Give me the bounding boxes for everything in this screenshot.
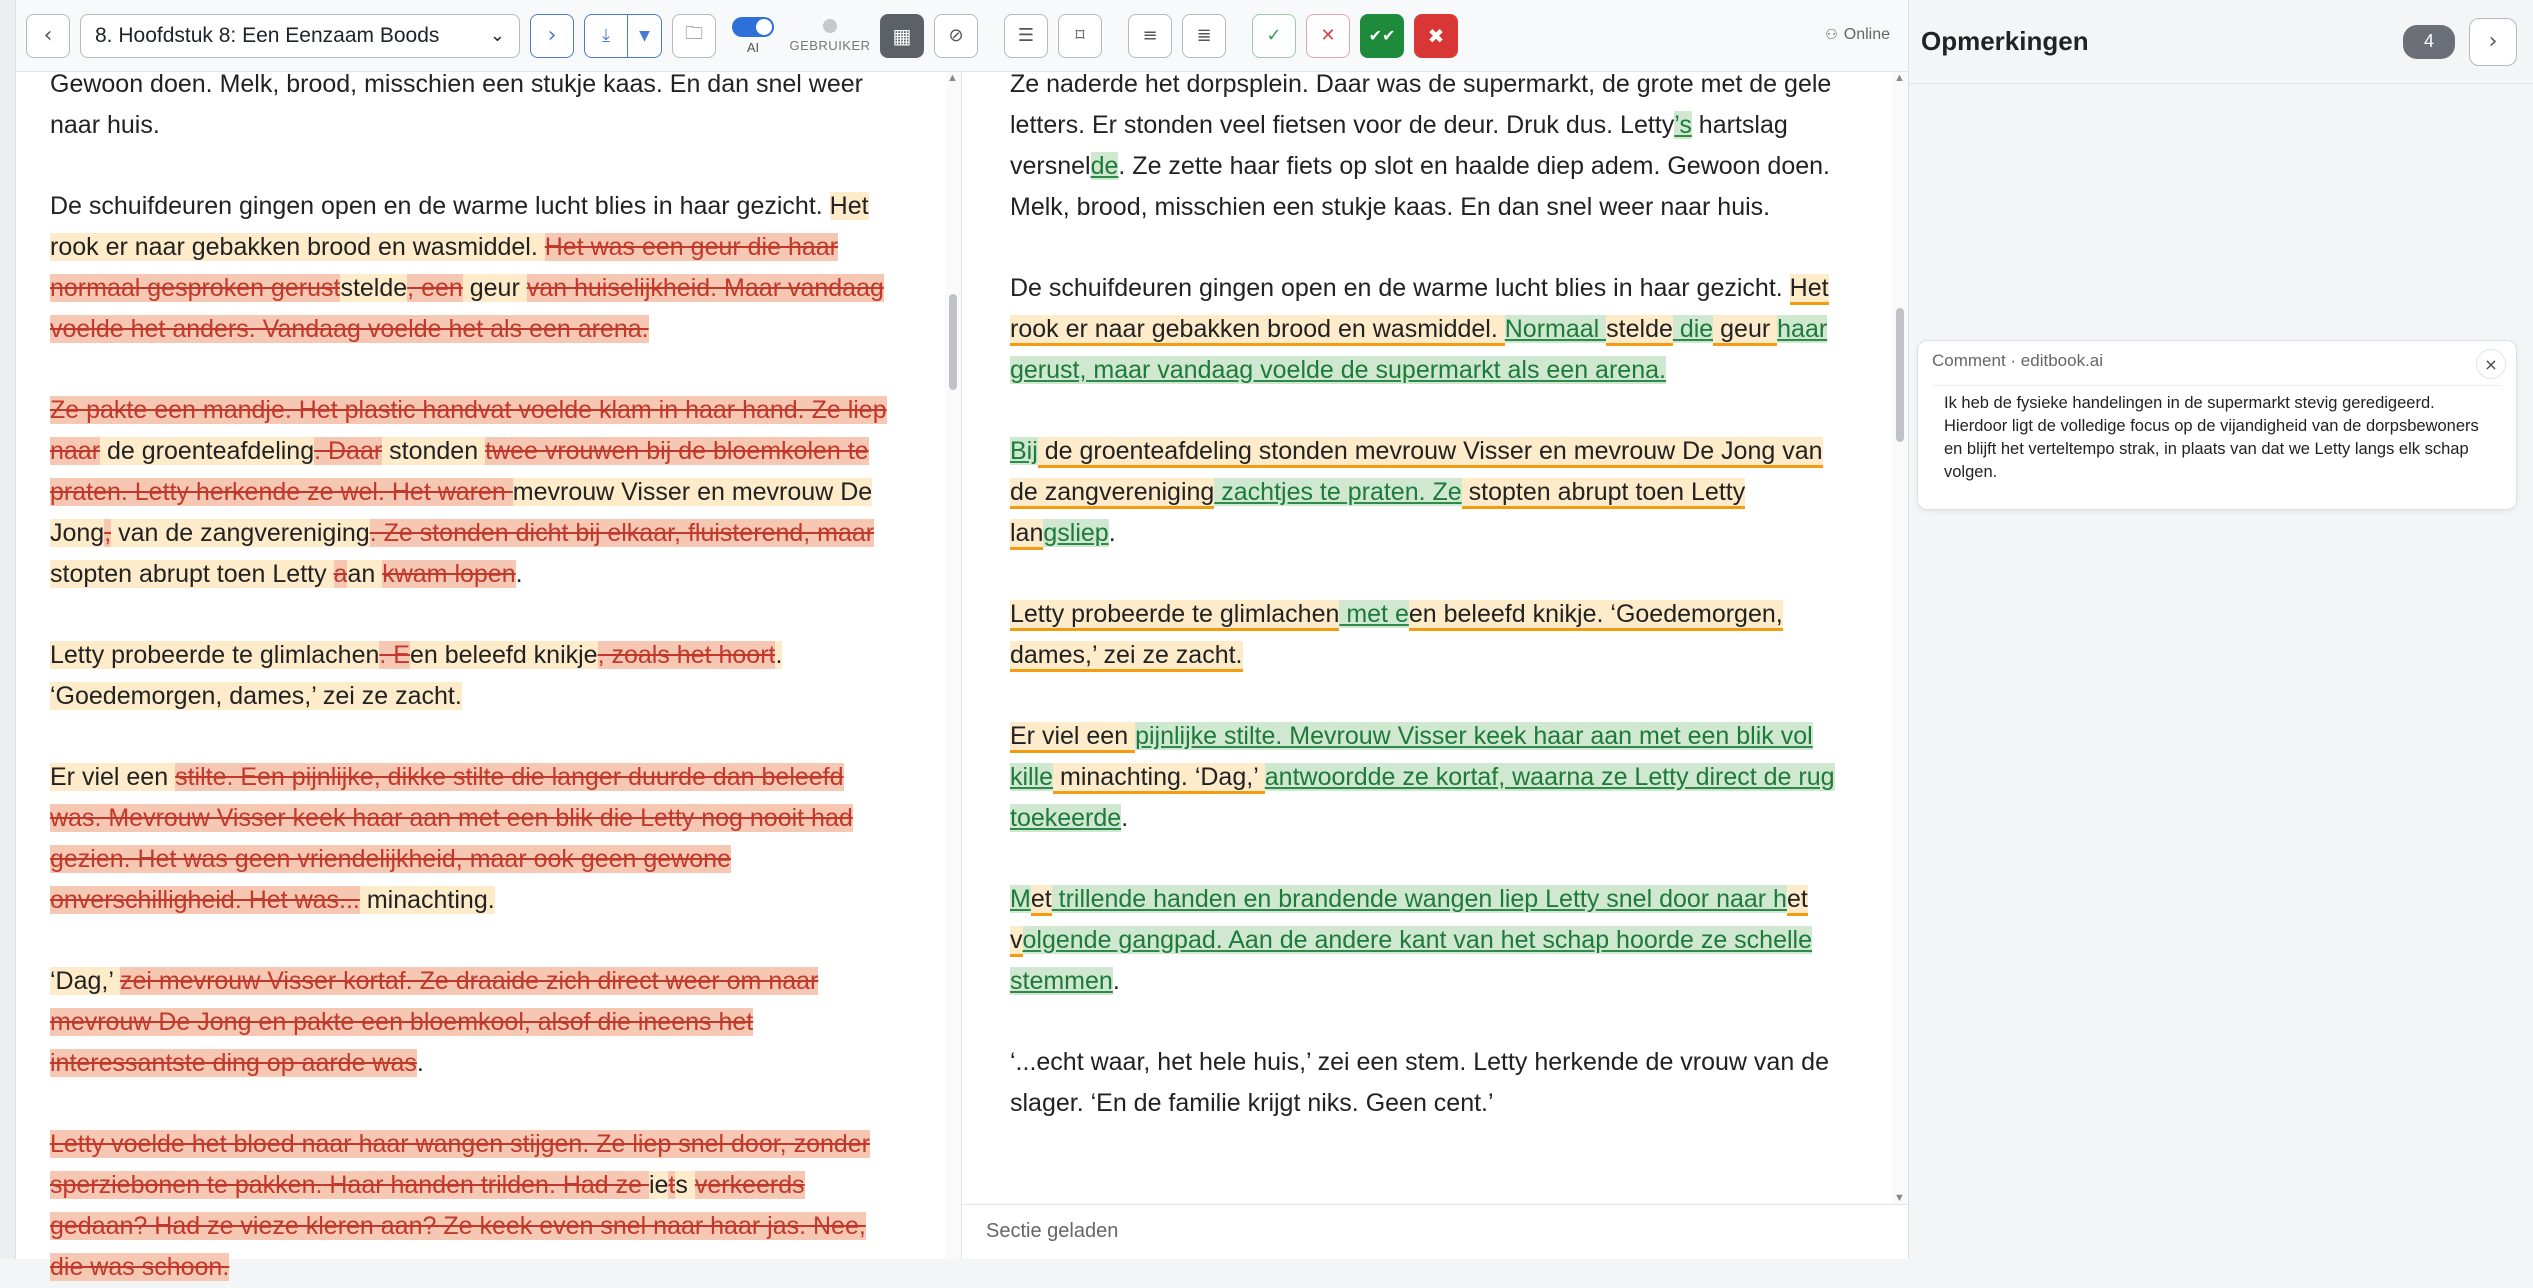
inserted-text[interactable]: antwoordde ze kortaf, waarna ze Letty direct de rug toekeerde bbox=[1010, 763, 1835, 832]
paragraph bbox=[50, 757, 896, 921]
x-icon: ✕ bbox=[1320, 25, 1336, 46]
deleted-text[interactable]: t bbox=[668, 1171, 676, 1199]
online-label: Online bbox=[1843, 26, 1890, 43]
edited-scrollbar[interactable] bbox=[1892, 72, 1908, 1204]
paragraph bbox=[50, 186, 896, 350]
highlighted-text: Het rook er naar gebakken brood en wasmiddel. bbox=[50, 192, 869, 261]
check-icon: ✓ bbox=[1266, 25, 1282, 46]
modified-text: en beleefd knikje. ‘Goedemorgen, dames,’ zei ze zacht. bbox=[1010, 600, 1783, 672]
paragraph bbox=[50, 1124, 896, 1288]
text-segment: . bbox=[416, 1049, 424, 1077]
comment-body[interactable]: Ik heb de fysieke handelingen in de supermarkt stevig geredigeerd. Hierdoor ligt de volledige focus op de vijandigheid van de dorpsbewoners en blijft het verteltempo strak, in plaats van dat we Letty langs elk schap volgen. bbox=[1932, 385, 2502, 495]
paragraph: ‘...echt waar, het hele huis,’ zei een stem. Letty herkende de vrouw van de slager. ‘En de familie krijgt niks. Geen cent.’ bbox=[1010, 1048, 1829, 1117]
double-check-icon: ✔✔ bbox=[1368, 26, 1396, 45]
highlighted-text: Letty probeerde te glimlachen bbox=[50, 641, 380, 669]
status-bar bbox=[962, 1204, 1908, 1259]
highlighted-text: Er viel een bbox=[50, 763, 176, 791]
paragraph bbox=[1010, 64, 1842, 228]
modified-text: Het rook er naar gebakken brood en wasmiddel. bbox=[1010, 274, 1829, 346]
modified-text: minachting. bbox=[1053, 763, 1195, 794]
highlighted-text: . ‘Goedemorgen, dames,’ zei ze zacht. bbox=[50, 641, 783, 710]
inserted-text[interactable]: haar gerust, maar vandaag voelde de supermarkt als een arena. bbox=[1010, 315, 1828, 384]
ai-toggle-label: AI bbox=[746, 39, 760, 55]
highlighted-text: stelde bbox=[340, 274, 408, 302]
user-toggle-dot[interactable] bbox=[823, 19, 837, 33]
text-segment: De schuifdeuren gingen open en de warme lucht blies in haar gezicht. bbox=[1010, 274, 1790, 302]
text-segment: . bbox=[1121, 804, 1129, 832]
grid-view-button[interactable] bbox=[880, 14, 924, 58]
deleted-text[interactable]: v bbox=[694, 1171, 708, 1199]
grid-icon: ▦ bbox=[892, 23, 912, 48]
save-button[interactable] bbox=[584, 14, 628, 58]
scroll-up-icon[interactable]: ▲ bbox=[947, 72, 958, 84]
highlighted-text: ‘Dag,’ bbox=[50, 967, 120, 995]
text-segment: . bbox=[515, 560, 523, 588]
paragraph bbox=[50, 961, 896, 1084]
chevron-right-icon: › bbox=[547, 23, 557, 48]
chevron-left-icon: ‹ bbox=[43, 23, 53, 48]
inserted-text[interactable]: Bij bbox=[1010, 437, 1038, 465]
save-dropdown-button[interactable] bbox=[628, 14, 662, 58]
download-icon: ⤓ bbox=[602, 25, 610, 46]
deleted-text[interactable]: Let bbox=[50, 1130, 85, 1158]
inserted-text[interactable]: die bbox=[1672, 315, 1714, 343]
highlighted-text: en beleefd knikje bbox=[409, 641, 598, 669]
modified-text: Letty probeerde te glimlachen bbox=[1010, 600, 1339, 631]
comments-sidebar bbox=[1908, 0, 2533, 1259]
edited-text bbox=[962, 64, 1842, 1124]
deleted-text[interactable]: Het was een geur die haar normaal gesproken gerust bbox=[50, 233, 838, 302]
paragraph bbox=[50, 390, 896, 595]
save-split-button bbox=[584, 14, 662, 58]
inserted-text[interactable]: met e bbox=[1339, 600, 1409, 628]
highlighted-text: stonden bbox=[382, 437, 486, 465]
highlighted-text: minachting. bbox=[359, 886, 495, 914]
inserted-text[interactable]: ’s bbox=[1674, 111, 1692, 139]
folder-icon: 🗀 bbox=[685, 22, 703, 44]
list-alt-icon: ≣ bbox=[1196, 25, 1212, 46]
user-toggle[interactable] bbox=[790, 19, 870, 53]
chevron-right-icon: › bbox=[2488, 29, 2498, 54]
list-button[interactable] bbox=[1128, 14, 1172, 58]
original-scrollbar[interactable] bbox=[945, 72, 961, 1259]
inserted-text[interactable]: trillende handen en brandende wangen liep Letty snel door naar h bbox=[1051, 885, 1787, 913]
next-chapter-button[interactable] bbox=[530, 14, 574, 58]
deleted-text[interactable]: , een bbox=[407, 274, 463, 302]
text-segment: . Ze zette haar fiets op slot en haalde diep adem. Gewoon doen. Melk, brood, misschien een stukje kaas. En dan snel weer naar huis. bbox=[1010, 152, 1830, 221]
next-comment-button[interactable] bbox=[2469, 18, 2517, 66]
highlighted-text: an bbox=[347, 560, 383, 588]
modified-text: et v bbox=[1010, 885, 1808, 957]
paragraph bbox=[1010, 594, 1842, 676]
modified-text: Er viel een bbox=[1010, 722, 1135, 753]
users-icon: ⚇ bbox=[1825, 27, 1838, 43]
paragraph bbox=[1010, 716, 1842, 839]
deleted-text[interactable]: van huiselijkheid. Maar vandaag voelde het anders. Vandaag voelde het als een arena. bbox=[50, 274, 884, 343]
inserted-text[interactable]: gsliep bbox=[1043, 519, 1109, 547]
deleted-text[interactable]: Ze pakte een mandje. Het plastic handvat voelde klam in haar hand. Ze liep naar bbox=[50, 396, 887, 465]
deleted-text[interactable]: . Ze stonden dicht bij elkaar, fluisterend, maar bbox=[369, 519, 875, 547]
inserted-text[interactable]: olgende gangpad. Aan de andere kant van het schap hoorde ze schelle stemmen bbox=[1010, 926, 1813, 995]
paragraph bbox=[50, 635, 896, 717]
original-scroll-thumb[interactable] bbox=[949, 294, 957, 390]
comment-card[interactable] bbox=[1917, 340, 2517, 510]
reject-all-button[interactable] bbox=[1414, 14, 1458, 58]
sidebar-header bbox=[1909, 0, 2533, 84]
chapter-select-value: 8. Hoofdstuk 8: Een Eenzaam Boods bbox=[95, 23, 440, 47]
text-segment: . bbox=[1112, 967, 1120, 995]
open-folder-button[interactable] bbox=[672, 14, 716, 58]
chapter-select[interactable] bbox=[80, 14, 520, 58]
highlighted-text: s bbox=[675, 1171, 695, 1199]
highlighted-text: geur bbox=[462, 274, 527, 302]
text-segment: hartslag versnel bbox=[1010, 111, 1788, 180]
deleted-text[interactable]: erkeerds gedaan? Had ze vieze kleren aan? Ze keek even snel naar haar jas. Nee, die was schoon. bbox=[50, 1171, 866, 1281]
highlighted-text: van de zangvereniging bbox=[111, 519, 370, 547]
list-icon: ≡ bbox=[1142, 25, 1158, 46]
prev-chapter-button[interactable] bbox=[26, 14, 70, 58]
online-status bbox=[1825, 26, 1890, 44]
deleted-text[interactable]: ty voelde het bloed naar haar wangen stijgen. Ze liep snel door, zonder sperziebonen te pakken. Haar handen trilden. Had ze bbox=[50, 1130, 871, 1199]
modified-text: et bbox=[1031, 885, 1052, 916]
deleted-text[interactable]: zei mevrouw Visser kortaf. Ze draaide zich direct weer om naar mevrouw De Jong en pakte een bloemkool, alsof die ineens het interessantste ding op aarde was bbox=[50, 967, 819, 1077]
modified-text: ‘Dag,’ bbox=[1195, 763, 1265, 794]
deleted-text[interactable]: , zoals het hoort bbox=[597, 641, 776, 669]
comment-header: Comment · editbook.ai bbox=[1932, 351, 2104, 370]
scroll-up-icon[interactable]: ▲ bbox=[1894, 72, 1905, 84]
status-text: Sectie geladen bbox=[986, 1220, 1119, 1242]
modified-text: stopten abrupt toen Letty lan bbox=[1010, 478, 1745, 550]
deleted-text[interactable]: , bbox=[104, 519, 112, 547]
scroll-down-icon[interactable]: ▼ bbox=[1894, 1192, 1905, 1204]
hide-changes-button[interactable] bbox=[934, 14, 978, 58]
deleted-text[interactable]: . Daar bbox=[314, 437, 383, 465]
inserted-text[interactable]: Normaal bbox=[1504, 315, 1607, 343]
chevron-down-icon: ⌄ bbox=[489, 25, 505, 46]
inserted-text[interactable]: de bbox=[1090, 152, 1119, 180]
accept-change-button[interactable] bbox=[1252, 14, 1296, 58]
original-text bbox=[16, 64, 896, 1288]
highlighted-text: de groenteafdeling bbox=[100, 437, 315, 465]
inserted-text[interactable]: zachtjes te praten. Ze bbox=[1214, 478, 1462, 506]
sidebar-title: Opmerkingen bbox=[1921, 26, 2089, 56]
highlighted-text: mevrouw Visser en mevrouw De Jong bbox=[50, 478, 873, 547]
modified-text: geur bbox=[1713, 315, 1777, 346]
bookmark-button[interactable] bbox=[1058, 14, 1102, 58]
ai-toggle-switch[interactable] bbox=[732, 17, 774, 37]
caret-down-icon: ▼ bbox=[639, 27, 650, 44]
paragraph bbox=[1010, 431, 1842, 554]
text-segment: . bbox=[1108, 519, 1116, 547]
deleted-text[interactable]: . E bbox=[379, 641, 410, 669]
reject-change-button[interactable] bbox=[1306, 14, 1350, 58]
close-icon: × bbox=[2484, 354, 2498, 374]
modified-text: de groenteafdeling stonden mevrouw Visser en mevrouw De Jong van de zangvereniging bbox=[1010, 437, 1823, 509]
x-all-icon: ✖ bbox=[1427, 23, 1445, 48]
deleted-text[interactable]: a bbox=[333, 560, 348, 588]
deleted-text[interactable]: stilte. Een pijnlijke, dikke stilte die langer duurde dan beleefd was. Mevrouw Visser keek haar aan met een blik die Letty nog nooit had gezien. Het was geen vriendelijkheid, maar ook geen gewone onverschilligheid. Het was... bbox=[50, 763, 853, 914]
left-edge-strip bbox=[0, 0, 16, 1259]
inserted-text[interactable]: M bbox=[1010, 885, 1031, 913]
edited-scroll-thumb[interactable] bbox=[1896, 308, 1904, 442]
deleted-text[interactable]: twee vrouwen bij de bloemkolen te praten. Letty herkende ze wel. Het waren bbox=[50, 437, 869, 506]
ai-toggle[interactable] bbox=[726, 17, 780, 55]
eye-off-icon: ⊘ bbox=[948, 25, 964, 46]
comment-count-badge: 4 bbox=[2403, 25, 2455, 59]
comment-button[interactable] bbox=[1004, 14, 1048, 58]
list-alt-button[interactable] bbox=[1182, 14, 1226, 58]
highlighted-text: ie bbox=[649, 1171, 669, 1199]
modified-text: stelde bbox=[1606, 315, 1673, 346]
paragraph bbox=[1010, 879, 1842, 1002]
edited-text-panel[interactable] bbox=[962, 72, 1908, 1204]
close-comment-button[interactable] bbox=[2476, 349, 2506, 379]
editor-toolbar bbox=[16, 0, 1908, 72]
paragraph bbox=[1010, 268, 1842, 391]
deleted-text[interactable]: kwam lopen bbox=[382, 560, 516, 588]
text-segment: De schuifdeuren gingen open en de warme lucht blies in haar gezicht. bbox=[50, 192, 830, 220]
original-text-panel[interactable] bbox=[16, 70, 962, 1281]
paragraph: Gewoon doen. Melk, brood, misschien een stukje kaas. En dan snel weer naar huis. bbox=[50, 70, 863, 139]
comment-icon: ☰ bbox=[1017, 25, 1035, 46]
highlighted-text: stopten abrupt toen Letty bbox=[50, 560, 334, 588]
inserted-text[interactable]: pijnlijke stilte. Mevrouw Visser keek haar aan met een blik vol kille bbox=[1010, 722, 1813, 791]
user-toggle-label: GEBRUIKER bbox=[789, 37, 871, 53]
bookmark-icon: ⌑ bbox=[1075, 25, 1085, 46]
accept-all-button[interactable] bbox=[1360, 14, 1404, 58]
text-segment: Ze naderde het dorpsplein. Daar was de supermarkt, de grote met de gele letters. Er stonden veel fietsen voor de deur. Druk dus. Letty bbox=[1010, 70, 1832, 139]
